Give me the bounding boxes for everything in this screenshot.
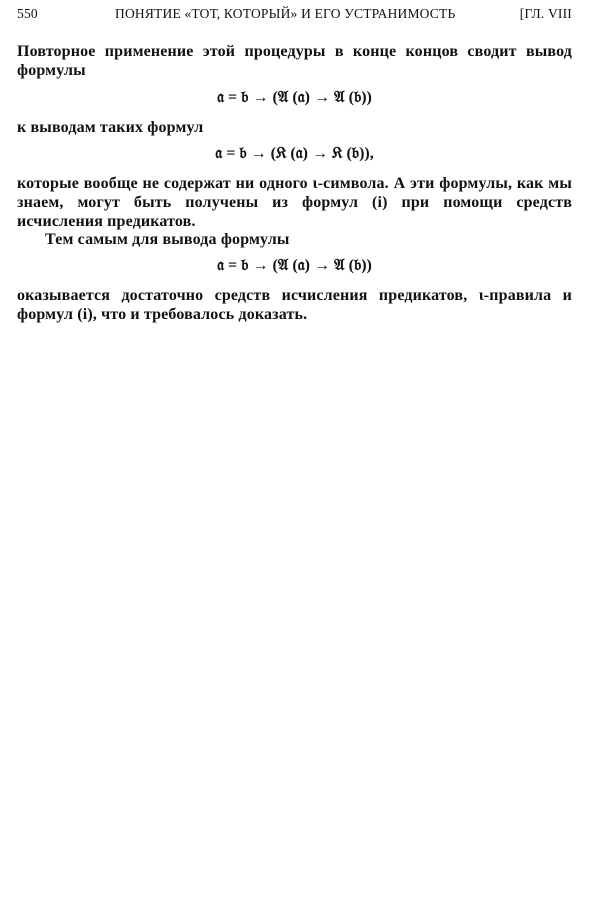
paragraph-4: Тем самым для вывода формулы [45,231,290,248]
formula-1-text: 𝔞 = 𝔟 → (𝔄 (𝔞) → 𝔄 (𝔟)) [217,89,372,106]
paragraph-1: Повторное применение этой процедуры в конце концов сводит вывод формулы [17,43,572,79]
formula-3 [17,256,572,276]
formula-3-text: 𝔞 = 𝔟 → (𝔄 (𝔞) → 𝔄 (𝔟)) [217,257,372,274]
formula-2 [17,144,572,164]
chapter-marker: [ГЛ. VIII [519,6,572,21]
page-number: 550 [17,6,38,21]
formula-2-text: 𝔞 = 𝔟 → (𝔎 (𝔞) → 𝔎 (𝔟)), [215,145,374,162]
running-title: ПОНЯТИЕ «ТОТ, КОТОРЫЙ» И ЕГО УСТРАНИМОСТЬ [115,6,456,21]
paragraph-3: которые вообще не содержат ни одного ι-символа. А эти формулы, как мы знаем, могут быть получены из формул (i) при помощи средств исчисления предикатов. [17,175,572,230]
paragraph-5: оказывается достаточно средств исчисления предикатов, ι-правила и формул (i), что и требовалось доказать. [17,287,572,323]
paragraph-2: к выводам таких формул [17,119,204,136]
running-head [17,6,572,26]
formula-1 [17,88,572,108]
